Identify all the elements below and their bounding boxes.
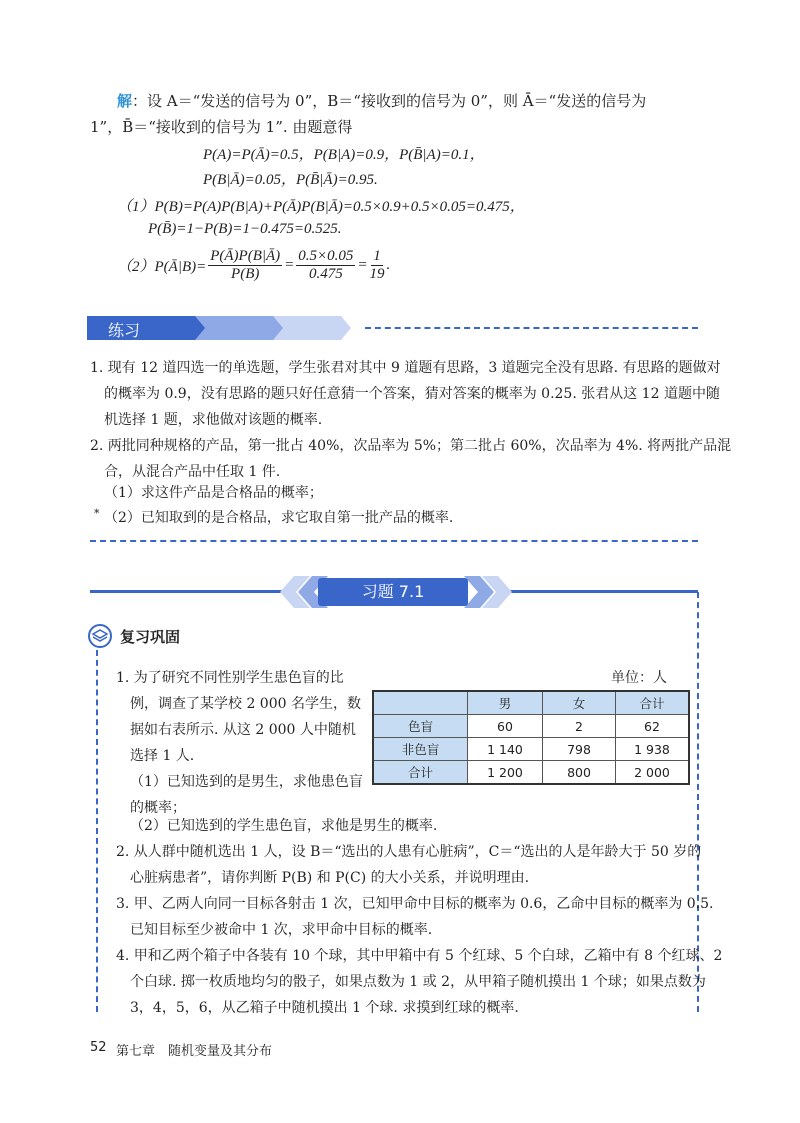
- practice-q2-l1: 2. 两批同种规格的产品，第一批占 40%，次品率为 5%；第二批占 60%，次品率为 4%. 将两批产品混: [90, 438, 732, 454]
- solution-part-1b: P(B̄)=1−P(B)=1−0.475=0.525.: [148, 221, 342, 237]
- table-header-cell: 合计: [616, 691, 690, 715]
- ex-q2-l2: 心脏病患者”，请你判断 P(B) 和 P(C) 的大小关系，并说明理由.: [130, 870, 530, 886]
- table-cell: 798: [543, 738, 616, 761]
- fraction-3: $\frac{1}{19}$: [369, 248, 385, 282]
- table-header-cell: [373, 691, 468, 715]
- practice-q2-s1: （1）求这件产品是合格品的概率；: [104, 485, 323, 501]
- ex-q1-l1: 1. 为了研究不同性别学生患色盲的比: [116, 670, 344, 686]
- ex-q4-l3: 3，4，5，6，从乙箱子中随机摸出 1 个球. 求摸到红球的概率.: [130, 1000, 519, 1016]
- ex-q1-l4: 选择 1 人.: [130, 748, 195, 764]
- solution-part-1a: （1）P(B)=P(A)P(B|A)+P(Ā)P(B|Ā)=0.5×0.9+0.5×0.05=0.475，: [117, 199, 525, 215]
- chapter-title: 第七章 随机变量及其分布: [116, 1044, 273, 1059]
- color-blind-table: [372, 690, 690, 785]
- solution-part-2: （2）P(Ā|B)= $\frac{P(Ā)P(B|Ā)}{P(B)}$ = $\frac{0.5\times 0.05}{0.475}$ = $\frac{1}{19}$ .: [117, 248, 391, 282]
- table-row: [373, 738, 689, 761]
- table-cell: 2: [543, 715, 616, 738]
- practice-dash-top: [365, 327, 698, 329]
- ex-q2-l1: 2. 从人群中随机选出 1 人，设 B＝“选出的人患有心脏病”，C＝“选出的人是年龄大于 50 岁的: [116, 844, 702, 860]
- layers-icon: [88, 624, 112, 648]
- table-cell: 2 000: [616, 761, 690, 785]
- table-cell: 1 140: [468, 738, 543, 761]
- table-header-cell: 男: [468, 691, 543, 715]
- solution-line-1: 解：设 A＝“发送的信号为 0”，B＝“接收到的信号为 0”，则 Ā＝“发送的信号为: [117, 92, 647, 110]
- solution-label: 解: [117, 92, 133, 110]
- ex-q4-l1: 4. 甲和乙两个箱子中各装有 10 个球，其中甲箱中有 5 个红球、5 个白球，乙箱中有 8 个红球、2: [116, 948, 723, 964]
- ex-q1-l3: 据如右表所示. 从这 2 000 人中随机: [130, 722, 356, 738]
- page-number: 52: [90, 1040, 107, 1055]
- solution-line-3: P(A)=P(Ā)=0.5，P(B|A)=0.9，P(B̄|A)=0.1，: [203, 147, 485, 163]
- table-header-row: [373, 691, 689, 715]
- practice-q2-s2-star: *: [94, 507, 100, 520]
- exercise-banner-line-left: [90, 590, 290, 593]
- table-header-cell: 女: [543, 691, 616, 715]
- ex-q3-l1: 3. 甲、乙两人向同一目标各射击 1 次，已知甲命中目标的概率为 0.6，乙命中目标的概率为 0.5.: [116, 896, 714, 912]
- table-cell: 1 200: [468, 761, 543, 785]
- table-row-label: 合计: [373, 761, 468, 785]
- solution-line-2: 1”，B̄＝“接收到的信号为 1”. 由题意得: [90, 118, 353, 136]
- practice-title: 练习: [108, 321, 141, 340]
- table-row-label: 色盲: [373, 715, 468, 738]
- table-row-label: 非色盲: [373, 738, 468, 761]
- practice-q2-l2: 合，从混合产品中任取 1 件.: [104, 464, 281, 480]
- ex-q3-l2: 已知目标至少被命中 1 次，求甲命中目标的概率.: [130, 922, 433, 938]
- table-row: [373, 715, 689, 738]
- exercise-banner-line-right: [500, 590, 698, 593]
- exercise-left-border: [96, 650, 98, 1012]
- table-cell: 800: [543, 761, 616, 785]
- practice-q1-l1: 1. 现有 12 道四选一的单选题，学生张君对其中 9 道题有思路，3 道题完全没有思路. 有思路的题做对: [90, 360, 721, 376]
- practice-q2-s2: （2）已知取到的是合格品，求它取自第一批产品的概率.: [104, 510, 454, 526]
- table-cell: 62: [616, 715, 690, 738]
- ex-q1-s1a: （1）已知选到的是男生，求他患色盲: [130, 774, 363, 790]
- table-row: [373, 761, 689, 785]
- table-cell: 1 938: [616, 738, 690, 761]
- ex-q4-l2: 个白球. 掷一枚质地均匀的骰子，如果点数为 1 或 2，从甲箱子随机摸出 1 个球；如果点数为: [130, 974, 706, 990]
- ex-q1-s1b: 的概率；: [130, 800, 186, 816]
- practice-q1-l3: 机选择 1 题，求他做对该题的概率.: [104, 412, 323, 428]
- ex-q1-l2: 例，调查了某学校 2 000 名学生，数: [130, 696, 361, 712]
- practice-q1-l2: 的概率为 0.9，没有思路的题只好任意猜一个答案，猜对答案的概率为 0.25. 张君从这 12 道题中随: [104, 386, 720, 402]
- section-title: 复习巩固: [120, 628, 181, 646]
- fraction-1: $\frac{P(Ā)P(B|Ā)}{P(B)}$: [210, 248, 281, 282]
- solution-line-4: P(B|Ā)=0.05，P(B̄|Ā)=0.95.: [203, 172, 378, 188]
- practice-dash-bottom: [90, 540, 698, 542]
- fraction-2: $\frac{0.5\times 0.05}{0.475}$: [298, 248, 354, 282]
- ex-q1-s2: （2）已知选到的学生患色盲，求他是男生的概率.: [130, 818, 438, 834]
- exercise-title: 习题 7.1: [318, 578, 468, 606]
- table-cell: 60: [468, 715, 543, 738]
- table-unit: 单位：人: [611, 670, 667, 686]
